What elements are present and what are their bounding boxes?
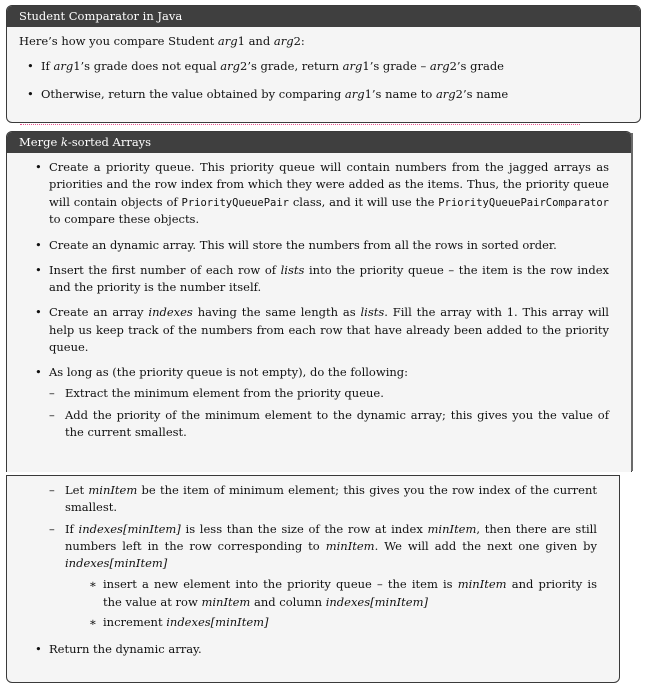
- comparator-intro: Here’s how you compare Student arg1 and arg2:: [19, 34, 305, 48]
- comparator-rule-grade: • If arg1’s grade does not equal arg2’s grade, return arg1’s grade – arg2’s grade: [19, 58, 628, 75]
- student-comparator-box: [6, 5, 641, 123]
- subsubstep-increment: ∗ increment indexes[minItem]: [63, 614, 597, 631]
- step-loop: • As long as (the priority queue is not empty), do the following: – Extract the minimum element from the priority queue. – Add the priority of the minimum element to the dynamic array; this gives you the value of the current smallest.: [27, 364, 609, 441]
- box-edge: [631, 133, 633, 471]
- step-insert-first-numbers: • Insert the first number of each row of lists into the priority queue – the item is the row index and the priority is the number itself.: [27, 262, 609, 297]
- merge-k-sorted-box: [6, 131, 632, 472]
- substep-if-indexes: – If indexes[minItem] is less than the size of the row at index minItem, then there are still numbers left in the row corresponding to minItem. We will add the next one given by indexes[minItem] ∗ insert a new element into the priority queue – the item is minItem and priority is the value at row minItem and column indexes[minItem] ∗ increment indexes[minItem]: [27, 521, 597, 632]
- substep-add-priority: – Add the priority of the minimum element to the dynamic array; this gives you the value of the current smallest.: [27, 407, 609, 442]
- subsubstep-insert: ∗ insert a new element into the priority queue – the item is minItem and priority is the value at row minItem and column indexes[minItem]: [63, 576, 597, 611]
- merge-k-sorted-title: Merge k-sorted Arrays: [7, 132, 631, 153]
- student-comparator-title: Student Comparator in Java: [7, 6, 640, 27]
- merge-k-sorted-continued-box: [6, 475, 620, 683]
- step-create-dynamic-array: • Create an dynamic array. This will store the numbers from all the rows in sorted order.: [27, 237, 609, 254]
- step-create-indexes: • Create an array indexes having the same length as lists. Fill the array with 1. This array will help us keep track of the numbers from each row that have already been added to the priority queue.: [27, 304, 609, 356]
- step-create-priority-queue: • Create a priority queue. This priority queue will contain numbers from the jagged arrays as priorities and the row index from which they were added as the items. Thus, the priority queue will contain objects of PriorityQueuePair class, and it will use the PriorityQueuePairComparator to compare these objects.: [27, 159, 609, 229]
- substep-extract-min: – Extract the minimum element from the priority queue.: [27, 385, 609, 402]
- step-return: • Return the dynamic array.: [27, 641, 597, 658]
- comparator-rule-name: • Otherwise, return the value obtained by comparing arg1’s name to arg2’s name: [19, 86, 628, 103]
- substep-let-minitem: – Let minItem be the item of minimum element; this gives you the row index of the current smallest.: [27, 482, 597, 517]
- page-break-artifact: [20, 124, 580, 129]
